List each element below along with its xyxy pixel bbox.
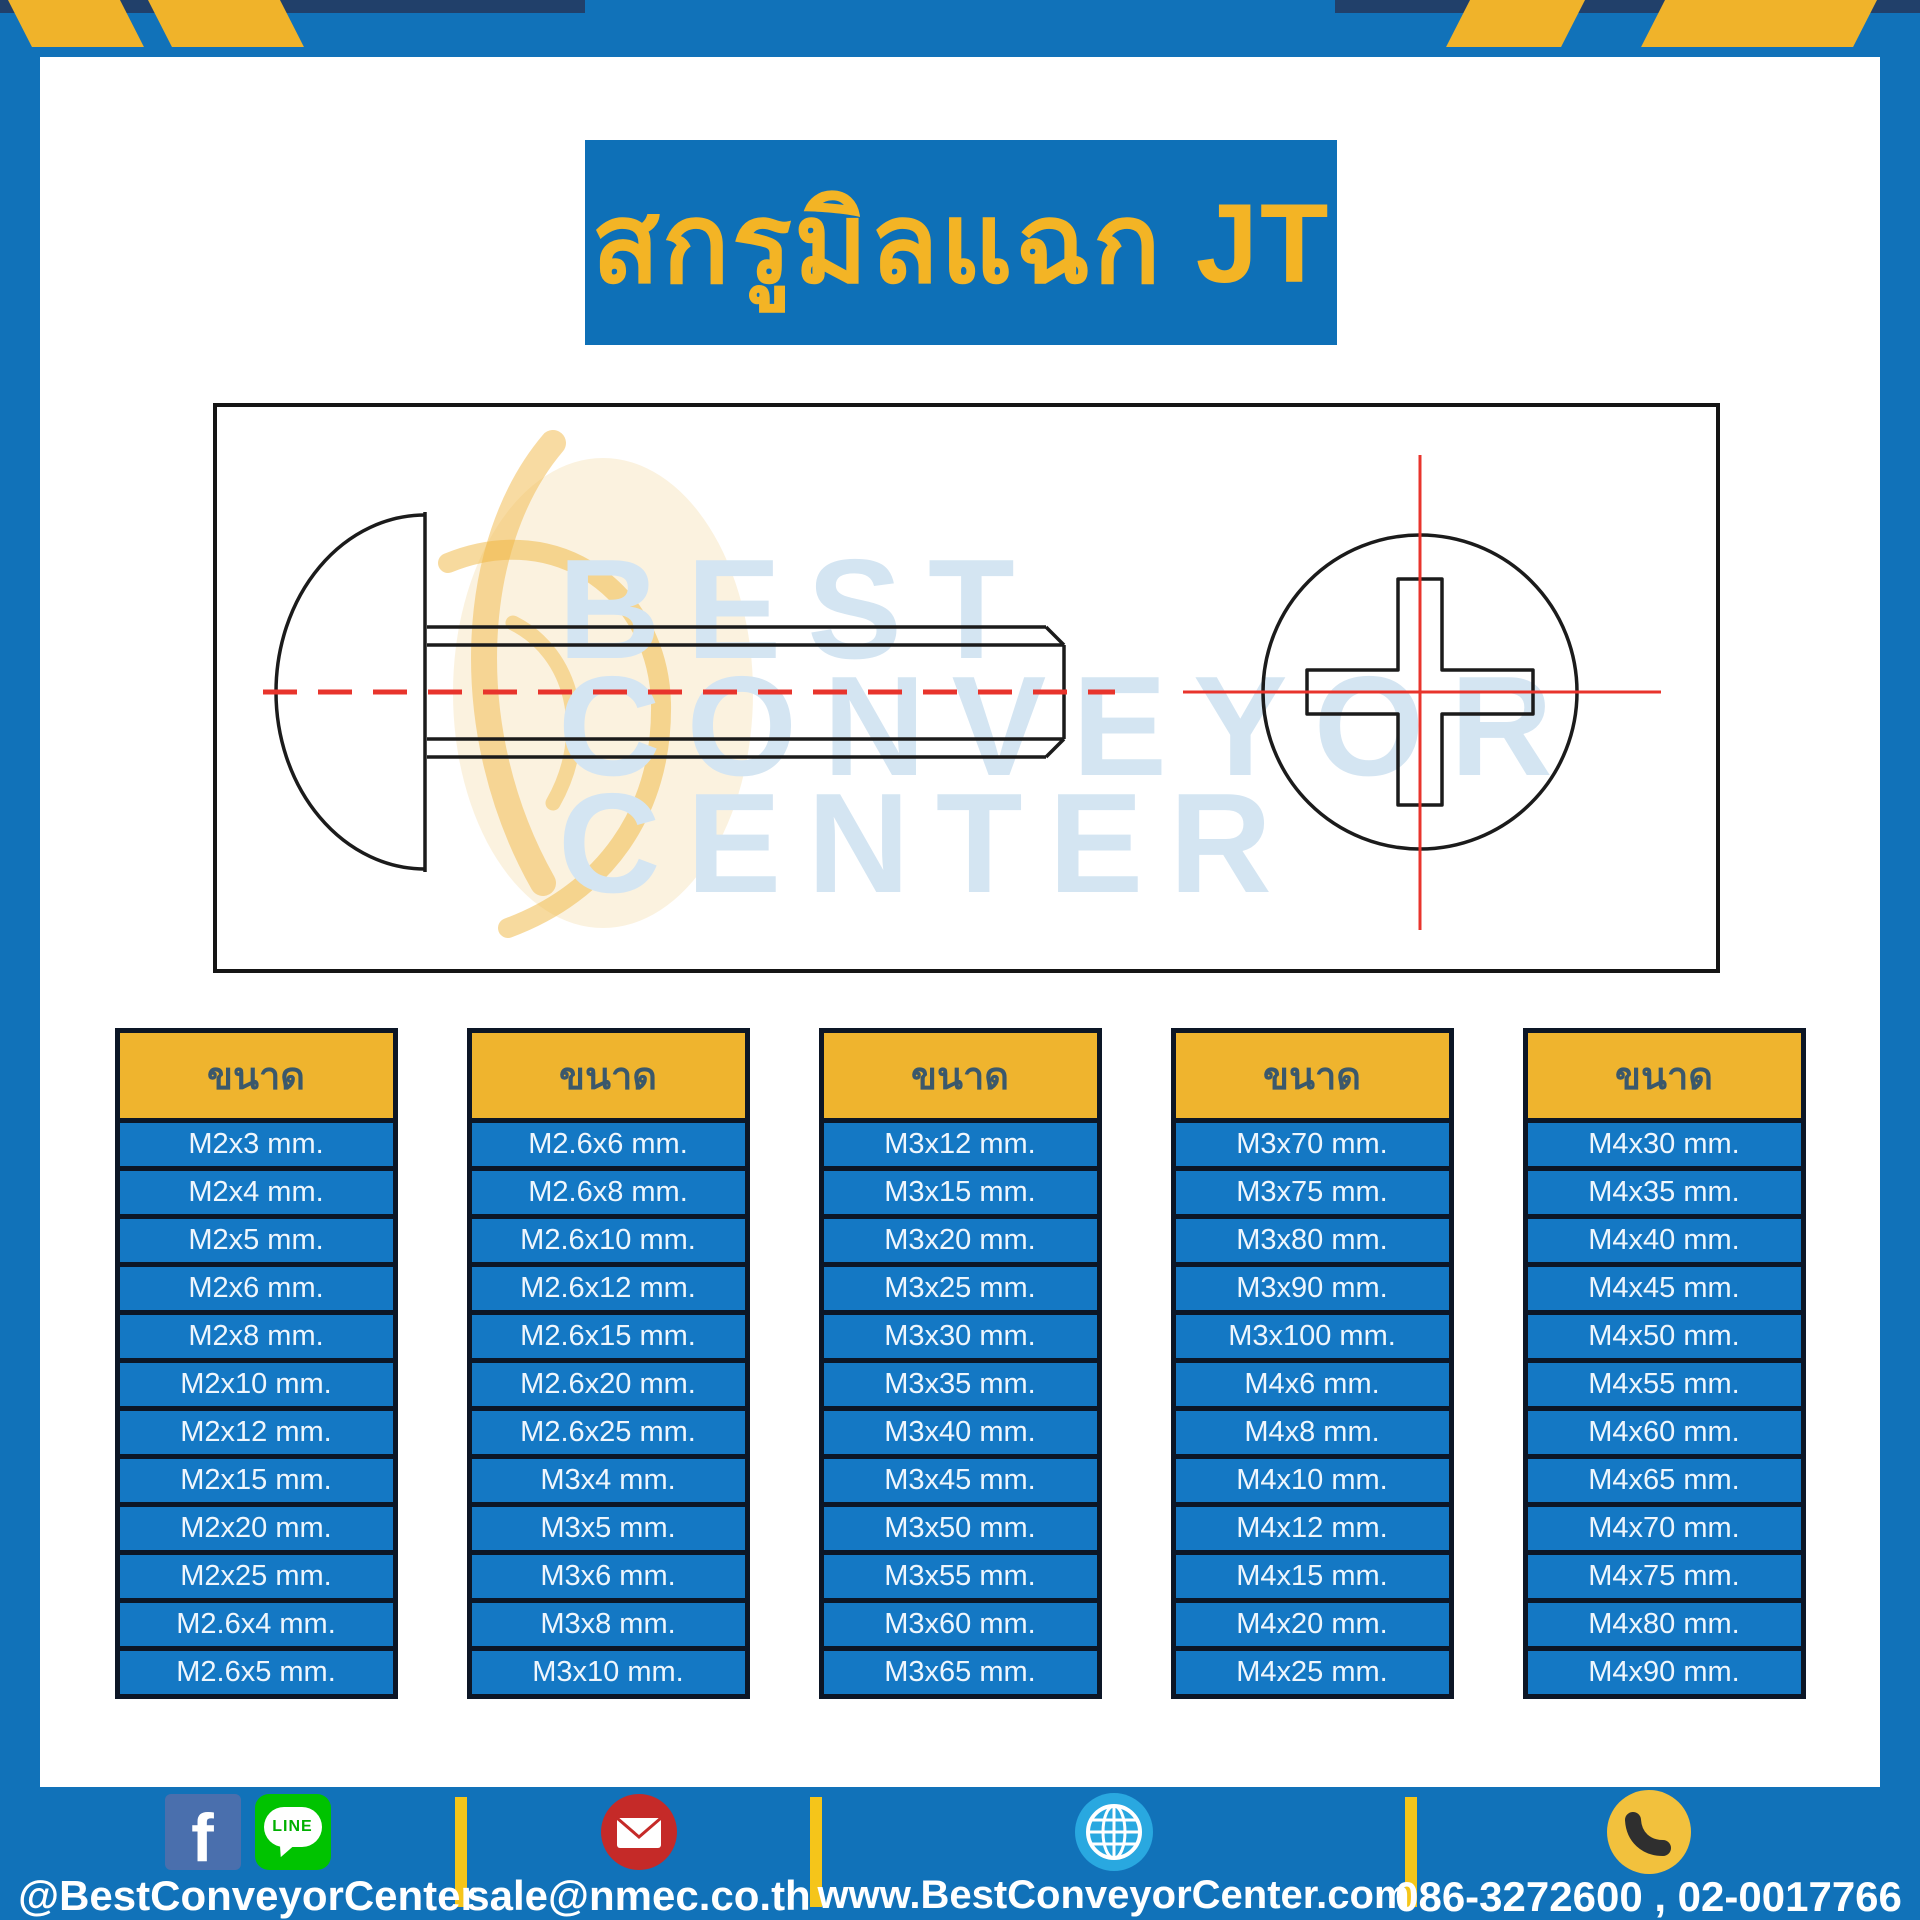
table-row: M4x10 mm. bbox=[1176, 1459, 1449, 1502]
size-table-header: ขนาด bbox=[1528, 1033, 1801, 1118]
table-row: M3x35 mm. bbox=[824, 1363, 1097, 1406]
line-speech-bubble bbox=[264, 1807, 322, 1847]
table-row: M4x8 mm. bbox=[1176, 1411, 1449, 1454]
table-row: M3x55 mm. bbox=[824, 1555, 1097, 1598]
table-row: M4x12 mm. bbox=[1176, 1507, 1449, 1550]
table-row: M2.6x15 mm. bbox=[472, 1315, 745, 1358]
table-row: M2x4 mm. bbox=[120, 1171, 393, 1214]
table-row: M2.6x8 mm. bbox=[472, 1171, 745, 1214]
table-row: M4x40 mm. bbox=[1528, 1219, 1801, 1262]
table-row: M3x100 mm. bbox=[1176, 1315, 1449, 1358]
table-row: M3x6 mm. bbox=[472, 1555, 745, 1598]
line-icon bbox=[255, 1794, 331, 1870]
table-row: M3x25 mm. bbox=[824, 1267, 1097, 1310]
watermark-line: BEST bbox=[558, 530, 1041, 689]
page-title: สกรูมิลแฉก JT bbox=[591, 180, 1331, 306]
table-row: M3x20 mm. bbox=[824, 1219, 1097, 1262]
table-row: M4x45 mm. bbox=[1528, 1267, 1801, 1310]
facebook-f-glyph: f bbox=[191, 1799, 214, 1870]
table-row: M2x8 mm. bbox=[120, 1315, 393, 1358]
table-row: M2x20 mm. bbox=[120, 1507, 393, 1550]
table-row: M4x55 mm. bbox=[1528, 1363, 1801, 1406]
table-row: M3x45 mm. bbox=[824, 1459, 1097, 1502]
website-label: www.BestConveyorCenter.com bbox=[817, 1873, 1410, 1917]
table-row: M2x12 mm. bbox=[120, 1411, 393, 1454]
size-tables bbox=[40, 1028, 1880, 1699]
table-row: M4x30 mm. bbox=[1528, 1123, 1801, 1166]
table-row: M2.6x25 mm. bbox=[472, 1411, 745, 1454]
footer-contact-bar bbox=[0, 1787, 1920, 1920]
table-row: M4x90 mm. bbox=[1528, 1651, 1801, 1694]
table-row: M4x60 mm. bbox=[1528, 1411, 1801, 1454]
table-row: M2.6x10 mm. bbox=[472, 1219, 745, 1262]
table-row: M3x12 mm. bbox=[824, 1123, 1097, 1166]
table-row: M2.6x20 mm. bbox=[472, 1363, 745, 1406]
hazard-stripe bbox=[8, 0, 144, 47]
screw-technical-drawing bbox=[213, 403, 1720, 973]
table-row: M2x3 mm. bbox=[120, 1123, 393, 1166]
email-icon bbox=[600, 1793, 678, 1871]
table-row: M4x80 mm. bbox=[1528, 1603, 1801, 1646]
table-row: M4x35 mm. bbox=[1528, 1171, 1801, 1214]
table-row: M4x20 mm. bbox=[1176, 1603, 1449, 1646]
footer-email-section bbox=[467, 1787, 810, 1920]
table-row: M3x8 mm. bbox=[472, 1603, 745, 1646]
hazard-stripe bbox=[1641, 0, 1877, 47]
table-row: M4x25 mm. bbox=[1176, 1651, 1449, 1694]
size-table-header: ขนาด bbox=[824, 1033, 1097, 1118]
size-table-header: ขนาด bbox=[120, 1033, 393, 1118]
phone-icon bbox=[1606, 1789, 1692, 1875]
size-table-header: ขนาด bbox=[472, 1033, 745, 1118]
table-row: M3x50 mm. bbox=[824, 1507, 1097, 1550]
line-badge-text: LINE bbox=[272, 1817, 313, 1835]
table-row: M3x70 mm. bbox=[1176, 1123, 1449, 1166]
table-row: M2x10 mm. bbox=[120, 1363, 393, 1406]
table-row: M2x5 mm. bbox=[120, 1219, 393, 1262]
table-row: M3x90 mm. bbox=[1176, 1267, 1449, 1310]
size-table-2 bbox=[467, 1028, 750, 1699]
email-label: sale@nmec.co.th bbox=[466, 1872, 811, 1919]
table-row: M3x4 mm. bbox=[472, 1459, 745, 1502]
footer-phone-section bbox=[1395, 1787, 1902, 1920]
phone-label: 086-3272600 , 02-0017766 bbox=[1395, 1873, 1902, 1920]
table-row: M2x6 mm. bbox=[120, 1267, 393, 1310]
size-table-4 bbox=[1171, 1028, 1454, 1699]
table-row: M3x65 mm. bbox=[824, 1651, 1097, 1694]
table-row: M2.6x4 mm. bbox=[120, 1603, 393, 1646]
table-row: M3x10 mm. bbox=[472, 1651, 745, 1694]
size-table-3 bbox=[819, 1028, 1102, 1699]
table-row: M4x15 mm. bbox=[1176, 1555, 1449, 1598]
table-row: M3x15 mm. bbox=[824, 1171, 1097, 1214]
table-row: M4x6 mm. bbox=[1176, 1363, 1449, 1406]
table-row: M3x75 mm. bbox=[1176, 1171, 1449, 1214]
footer-website-section bbox=[817, 1787, 1410, 1920]
watermark-line: CONVEYOR bbox=[558, 647, 1579, 806]
social-handle-label: @BestConveyorCenter bbox=[18, 1872, 477, 1919]
table-row: M4x75 mm. bbox=[1528, 1555, 1801, 1598]
table-row: M4x50 mm. bbox=[1528, 1315, 1801, 1358]
table-row: M3x40 mm. bbox=[824, 1411, 1097, 1454]
size-table-header: ขนาด bbox=[1176, 1033, 1449, 1118]
table-row: M2.6x5 mm. bbox=[120, 1651, 393, 1694]
facebook-icon bbox=[165, 1794, 241, 1870]
table-row: M2.6x12 mm. bbox=[472, 1267, 745, 1310]
table-row: M3x30 mm. bbox=[824, 1315, 1097, 1358]
size-table-5 bbox=[1523, 1028, 1806, 1699]
table-row: M3x80 mm. bbox=[1176, 1219, 1449, 1262]
table-row: M2x15 mm. bbox=[120, 1459, 393, 1502]
table-row: M4x70 mm. bbox=[1528, 1507, 1801, 1550]
footer-social-section bbox=[18, 1787, 477, 1920]
hazard-stripe bbox=[148, 0, 304, 47]
table-row: M2x25 mm. bbox=[120, 1555, 393, 1598]
hazard-stripe bbox=[1446, 0, 1585, 47]
table-row: M3x5 mm. bbox=[472, 1507, 745, 1550]
watermark-line: CENTER bbox=[558, 764, 1298, 923]
table-row: M2.6x6 mm. bbox=[472, 1123, 745, 1166]
title-box bbox=[585, 140, 1337, 345]
table-row: M4x65 mm. bbox=[1528, 1459, 1801, 1502]
globe-icon bbox=[1074, 1792, 1154, 1872]
size-table-1 bbox=[115, 1028, 398, 1699]
table-row: M3x60 mm. bbox=[824, 1603, 1097, 1646]
